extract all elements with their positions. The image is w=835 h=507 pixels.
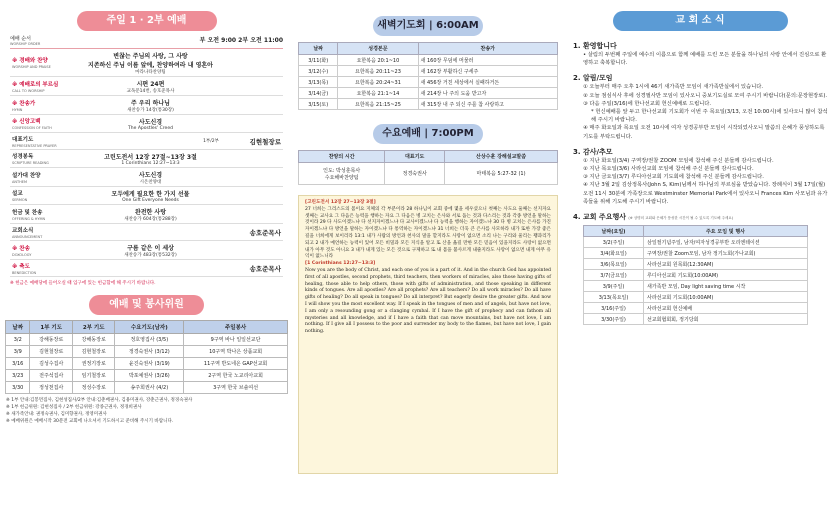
event-cell: 사라선교회 헌신예배 [644,303,808,314]
event-cell: 3/9(주일) [584,281,644,292]
worship-item-right [221,77,283,96]
worship-item-right [221,96,283,115]
worship-item-ko: ※ 축도 [12,263,30,270]
news-section-head: 1. 환영합니다 [573,42,617,50]
middle-column [298,0,558,507]
news-title: 교 회 소 식 [613,11,788,31]
event-cell: 선교회협회회, 정기당회 [644,314,808,325]
servant-row [6,334,288,346]
worship-row [10,187,283,205]
servant-cell: 정경숙권사 (3/12) [115,346,184,358]
en-text: Now you are the body of Christ, and each one of you is a part of it. And in the church God has appointed first of all apostles, second prophets, third teachers, then workers of miracles, also those having gifts of healing, those able to help others, those with gifts of administration, and those speaking in different kinds of tongues. Are all apostles? Are all prophets? Are all teachers? Do all work miracles? Do all have gifts of healing? Do all speak in tongues? Do all interpret? But eagerly desire the greater gifts. And now I will show you the most excellent way. If I speak in the tongues of men and of angels, but have not love, I am only a resounding gong or a clanging cymbal. If I have the gift of prophecy and can fathom all mysteries and all knowledge, and if I have a faith that can move mountains, but have not love, I am nothing. If I give all I possess to the poor and surrender my body to the flames, but have not love, I gain nothing. [305,267,551,335]
worship-item-en: SERMON [12,198,28,202]
worship-row [10,115,283,133]
worship-row [10,96,283,115]
worship-item-ko: ※ 신앙고백 [12,119,41,125]
worship-item-main [80,260,221,277]
worship-item-en: WORSHIP AND PRAISE [12,65,51,69]
worship-item-en: CONFESSION OF FAITH [12,126,52,130]
dawn-cell: 요한복음 21:1~14 [338,88,418,99]
worship-row [10,224,283,241]
news-item: ② 오늘 점심식사 후에 성경필사반 모임이 있사오니 중보기도실로 모여 주시기 바랍니다(문의:문장현장로). [583,92,828,99]
worship-item-right [221,205,283,224]
servant-row [6,358,288,370]
dawn-row [299,88,558,99]
worship-item-en: BENEDICTION [12,270,37,275]
worship-item-label [10,168,80,187]
dawn-cell: 새 456장 거친 세상에서 실패하거든 [418,77,557,88]
wed-cell [299,163,385,185]
worship-item-ko: 성경봉독 [12,154,34,160]
servant-row [6,382,288,394]
dawn-header: 찬송가 [418,43,557,55]
servant-note: ※ 새가족안내: 권정숙권사, 김미향권사, 정영미권사 [6,412,107,417]
ko-ref: [고린도전서 12장 27~13장 3절] [305,200,376,205]
worship-main-line: 완전한 사랑 [134,208,167,216]
wed-cell [385,163,445,185]
service-times: 부 오전 9:00 2부 오전 11:00 [199,37,283,44]
dawn-cell: 요한복음 20:1~10 [338,55,418,66]
dawn-row [299,66,558,77]
servant-cell: 강해동장로 [30,334,73,346]
dawn-row [299,55,558,66]
dawn-cell: 3/14(금) [299,88,338,99]
servant-cell: 임기철장로 [72,370,115,382]
event-row [584,314,808,325]
worship-item-label [10,205,80,224]
worship-item-main [80,187,221,205]
worship-main-line: 지존하신 주님 이름 앞에, 찬양하여라 내 영혼아 [88,61,213,69]
wed-header: 대표기도 [385,151,445,163]
dawn-header: 날짜 [299,43,338,55]
servant-cell: 3/30 [6,382,30,394]
worship-item-ko: 설가대 찬양 [12,172,41,179]
en-ref: [1 Corinthians 12:27~13:3] [305,261,376,267]
worship-row [10,205,283,224]
worship-item-label [10,224,80,241]
events-head: 4. 교회 주요행사 [573,213,626,222]
worship-row [10,133,283,150]
worship-item-sub: 새찬송가 604장(통288장) [124,216,177,222]
worship-item-sub: 1 Corinthians 12:27~13:3 [121,160,180,166]
event-cell: 사라선교회 기도회(10:00AM) [644,292,808,303]
worship-item-en: CALL TO WORSHIP [12,88,45,93]
worship-item-ko: ※ 찬송 [12,245,30,252]
worship-item-en: HYMN [12,107,23,112]
worship-item-label [10,115,80,133]
worship-row [10,260,283,277]
event-cell: 삼일절기념주일, 남자/여자성경공부반 오리엔테이션 [644,237,808,248]
wed-line: 마태복음 5:27-32 (1) [476,171,526,177]
servant-row [6,370,288,382]
worship-column [0,0,293,507]
event-row [584,248,808,259]
worship-item-sub: 교독문14번, 송호준목사 [126,88,175,94]
event-cell: 3/2(주일) [584,237,644,248]
worship-item-right: 송호준목사 [221,260,283,277]
servant-row [6,346,288,358]
worship-row [10,150,283,168]
worship-item-sub: 시온찬양대 [139,179,162,185]
event-cell: 3/16(주일) [584,303,644,314]
worship-item-main [80,168,221,187]
worship-item-label [10,260,80,277]
worship-item-sub: The Apostles' Creed [128,125,173,131]
news-column [565,0,835,507]
worship-main-line: 시편 24편 [136,80,165,88]
events-table [583,225,808,325]
servant-note: ※ 1부 헌금위원: 김현성집사 / 2부 헌금위원: 강종근권사, 정경희권사 [6,405,142,410]
news-item: ④ 매주 화요일과 목요일 오전 10시에 여자 성경공부반 모임이 시작되었사오니 말씀의 은혜가 풍성하도록 기도를 부탁드립니다. [583,125,825,140]
worship-main-line: 주 우리 하나님 [131,99,170,107]
dawn-cell: 새 214장 나 주의 도움 받고자 [418,88,557,99]
worship-item-right [221,187,283,205]
servant-cell: 3/23 [6,370,30,382]
dawn-cell: 3/11(화) [299,55,338,66]
worship-item-right [221,115,283,133]
worship-main-line: 변찮는 주님의 사랑, 그 사랑 [113,52,188,60]
worship-item-label [10,150,80,168]
servant-cell: 정성천집사 [30,382,73,394]
news-item: * 헌신예배를 앞 두고 한나선교회 기도회가 이번 주 목요일(3/13, 오전 10:00시)에 있사오니 많이 참석해 주시기 바랍니다. [591,109,828,124]
worship-item-ko: 대표기도 [12,136,34,143]
event-row [584,292,808,303]
worship-item-sub: One Gift Everyone Needs [122,197,179,203]
worship-item-sub: 새찬송가 14장(통30장) [127,107,174,113]
worship-row [10,168,283,187]
worship-item-en: ANNOUNCEMENT [12,234,43,239]
event-cell: 3/7(금요일) [584,270,644,281]
worship-item-ko: ※ 경배와 찬양 [12,58,48,64]
news-section-head: 2. 알림/모임 [573,74,613,83]
event-cell: 3/30(주일) [584,314,644,325]
worship-item-main [80,77,221,96]
offering-note: ※ 헌금은 예배당에 들어오실 때 입구에 있는 헌금함에 해 주시기 바랍니다. [10,281,156,286]
news-item: • 살림의 두번째 주일에 예수의 이름으로 함께 예배를 드린 모든 분들을 하나님의 사랑 안에서 진심으로 환영하고 축복합니다. [583,52,827,67]
dawn-row [299,99,558,110]
worship-item-main [80,241,221,260]
servant-header: 2부 기도 [72,321,115,334]
news-item: ③ 지난 금요일(3/7) 루디아선교회 기도회에 참석해 주신 분들께 감사드립니다. [583,174,764,181]
dawn-cell: 3/12(수) [299,66,338,77]
servant-cell: 강해동장로 [72,334,115,346]
worship-item-sub: 마라나타찬양팀 [135,69,166,75]
event-cell: 새가족반 모임, Day light saving time 시작 [644,281,808,292]
news-item: ① 오늘부터 매주 오후 1시에 46기 새가족반 모임이 새가족반실에서 있습니다. [583,84,764,91]
events-note: (※ 상명의 교회와 은혜가 풍성한 시간이 될 수 있도록 기도해 주세요) [628,216,734,221]
worship-item-en: DOXOLOGY [12,252,32,257]
ko-text: 27 너희는 그리스도의 몸이요 지체의 각 부분이라 28 하나님이 교회 중에 몇을 세우셨으니 첫째는 사도요 둘째는 선지자요 셋째는 교사요 그 다음은 능력을 행하는 자요 그 다음은 병 고치는 은사와 서로 돕는 것과 다스리는 것과 각종 방언을 말하는 것이라 29 다 사도이겠느냐 다 선지자이겠느냐 다 교사이겠느냐 다 능력을 행하는 자이겠느냐 30 다 병 고치는 은사를 가진 자이겠느냐 다 방언을 말하는 자이겠느냐 다 통역하는 자이겠느냐 31 너희는 더욱 큰 은사를 사모하라 내가 또한 가장 좋은 길을 너희에게 보이리라 13:1 내가 사람의 방언과 천사의 말을 할지라도 사랑이 없으면 소리 나는 구리와 울리는 꽹과리가 되고 2 내가 예언하는 능력이 있어 모든 비밀과 모든 지식을 알고 또 산을 옮길 만한 모든 믿음이 있을지라도 사랑이 없으면 내가 아무 것도 아니요 3 내가 내게 있는 모든 것으로 구제하고 또 내 몸을 불사르게 내줄지라도 사랑이 없으면 내게 아무 유익이 없느니라 [305,206,551,260]
worship-item-en: SCRIPTURE READING [12,161,49,165]
event-cell: 사라선교회 원목회(12:30AM) [644,259,808,270]
dawn-cell: 요한복음 20:24~31 [338,77,418,88]
worship-item-right [221,150,283,168]
event-row [584,259,808,270]
dawn-row [299,77,558,88]
event-header: 날짜(요일) [584,226,644,237]
servant-header: 날짜 [6,321,30,334]
servant-cell: 송주희권사 (4/2) [115,382,184,394]
worship-item-ko: 헌금 및 찬송 [12,209,43,216]
servant-cell: 3/9 [6,346,30,358]
event-header: 주요 모임 및 행사 [644,226,808,237]
worship-item-label [10,133,80,150]
dawn-cell: 3/15(토) [299,99,338,110]
dawn-header: 성경본문 [338,43,418,55]
servant-cell: 9구역 바나 일일선교단 [184,334,288,346]
worship-item-en: OFFERING & HYMN [12,216,46,221]
worship-order-table [10,49,283,277]
servant-cell: 김현철장로 [30,346,73,358]
dawn-cell: 새 315장 내 주 되신 주를 참 사랑하고 [418,99,557,110]
news-item: ④ 지난 3월 2일 김상정목사(John S, Kim)님께서 하나님의 부르심을 받았습니다. 장례식이 3월 17일(월) 오전 11시 30분에 가족장으로 Westminster Memorial Park에서 있사오니 Frances Kim 사모님과 유가족들을 위해 기도해 주시기 바랍니다. [583,182,828,205]
event-row [584,237,808,248]
worship-item-en: ANTHEM [12,179,28,184]
servant-cell: 김성수집사 [30,358,73,370]
wed-header: 산상수훈 강해설교말씀 [445,151,558,163]
servant-header: 주일봉사 [184,321,288,334]
worship-item-main [80,115,221,133]
servants-title: 예배 및 봉사위원 [89,295,204,315]
worship-item-main [80,150,221,168]
worship-item-right [221,241,283,260]
worship-item-main [80,205,221,224]
worship-main-line: 사도신경 [138,118,163,126]
worship-row [10,49,283,77]
wed-header: 찬양의 시간 [299,151,385,163]
servant-header: 1부 기도 [30,321,73,334]
worship-item-right: 송호준목사 [221,224,283,241]
worship-item-sub: 새찬송가 483장(통532장) [124,252,177,258]
event-cell: 3/4(화요일) [584,248,644,259]
worship-item-label [10,49,80,77]
news-item: ③ 다음 주일(3/16)에 한나선교회 헌신예배로 드립니다. [583,100,712,107]
news-item: ② 지난 목요일(3/6) 사라선교회 모임에 참석해 주신 분들께 감사드립니다. [583,166,754,173]
servants-notes [6,397,287,425]
servant-cell: 3구역 한국 브솔여선 [184,382,288,394]
worship-item-ko: 교회소식 [12,227,34,234]
event-cell: 3/6(목요일) [584,259,644,270]
dawn-cell: 새 162장 부활하신 구세주 [418,66,557,77]
worship-item-label [10,187,80,205]
event-cell: 구역장/권찰 Zoom모임, 남자 정기노회(가나교회) [644,248,808,259]
worship-main-line: 사도신경 [138,171,163,179]
order-en: WORSHIP ORDER [10,42,41,46]
servant-cell: 전주석집사 [30,370,73,382]
wed-line: 인도: 박성훈목사 [323,167,361,174]
servant-cell: 3/2 [6,334,30,346]
worship-title: 주일 1 · 2부 예배 [77,11,217,31]
worship-item-sub: 1부/2부 [203,139,219,144]
news-section-head: 3. 감사/추모 [573,147,613,156]
worship-item-label [10,77,80,96]
dawn-cell: 요한복음 20:11~23 [338,66,418,77]
dawn-title: 새벽기도회 | 6:00AM [373,16,483,36]
event-row [584,281,808,292]
dawn-cell: 새 160장 무덤에 머물러 [418,55,557,66]
worship-row [10,241,283,260]
worship-item-en: REPRESENTATIVE PRAYER [12,143,57,148]
wednesday-title: 수요예배 | 7:00PM [373,124,483,144]
servant-cell: 3/16 [6,358,30,370]
wednesday-table [298,150,558,185]
servant-cell: 박포예권사 (3/26) [115,370,184,382]
servants-table [5,320,288,394]
worship-item-main [80,96,221,115]
event-cell: 루디아선교회 기도회(10:00AM) [644,270,808,281]
news-body [565,31,835,206]
worship-item-right [221,168,283,187]
worship-item-label [10,96,80,115]
servant-cell: 정호영집사 (3/5) [115,334,184,346]
news-item: ① 지난 화요일(3/4) 구역장/권찰 ZOOM 모임에 참석해 주신 분들께 감사드립니다. [583,157,774,164]
worship-item-label [10,241,80,260]
worship-item-main [80,49,221,77]
servant-note: ※ 예배위원은 예배시작 30분전 교회에 나오셔서 기도하시고 준비해 주시기 바랍니다. [6,419,174,424]
event-row [584,270,808,281]
worship-item-ko: 설교 [12,191,23,197]
servant-cell: 권정기장로 [72,358,115,370]
servant-header: 수요기도(남자) [115,321,184,334]
order-label: 예배 순서 [10,36,31,42]
worship-main-line: 고린도전서 12장 27절~13장 3절 [104,153,197,161]
worship-item-main [80,224,221,241]
worship-item-right: 김현철장로 [221,133,283,150]
event-row [584,303,808,314]
dawn-cell: 요한복음 21:15~25 [338,99,418,110]
event-cell: 3/13(목요일) [584,292,644,303]
servant-cell: 2구역 한국 노교리아교회 [184,370,288,382]
wed-line: 정경숙권사 [402,171,427,177]
wed-line: 수요해바찬양팀 [324,174,359,181]
servant-cell: 김현철장로 [72,346,115,358]
worship-main-line: 모두에게 필요한 한 가지 선물 [111,190,190,198]
servant-cell: 11구역 반도네온 GAP선교회 [184,358,288,370]
worship-main-line: 구름 같은 이 세상 [127,244,174,252]
worship-row [10,77,283,96]
dawn-table [298,42,558,110]
servant-cell: 10구역 박나은 상품교회 [184,346,288,358]
dawn-cell: 3/13(목) [299,77,338,88]
servant-cell: 정성수장로 [72,382,115,394]
wed-cell [445,163,558,185]
worship-item-ko: ※ 예배로의 부르심 [12,81,59,88]
scripture-box [298,195,558,474]
servant-note: ※ 1부 안내:김봉면집사, 김현성집사/2부 안내:김춘배권사, 김용미권사, 강춘근권사, 정경숙권사 [6,398,193,403]
worship-item-ko: ※ 찬송가 [12,100,36,107]
worship-item-right [221,49,283,77]
servant-cell: 윤진숙권사 (3/19) [115,358,184,370]
worship-item-main [80,133,221,150]
